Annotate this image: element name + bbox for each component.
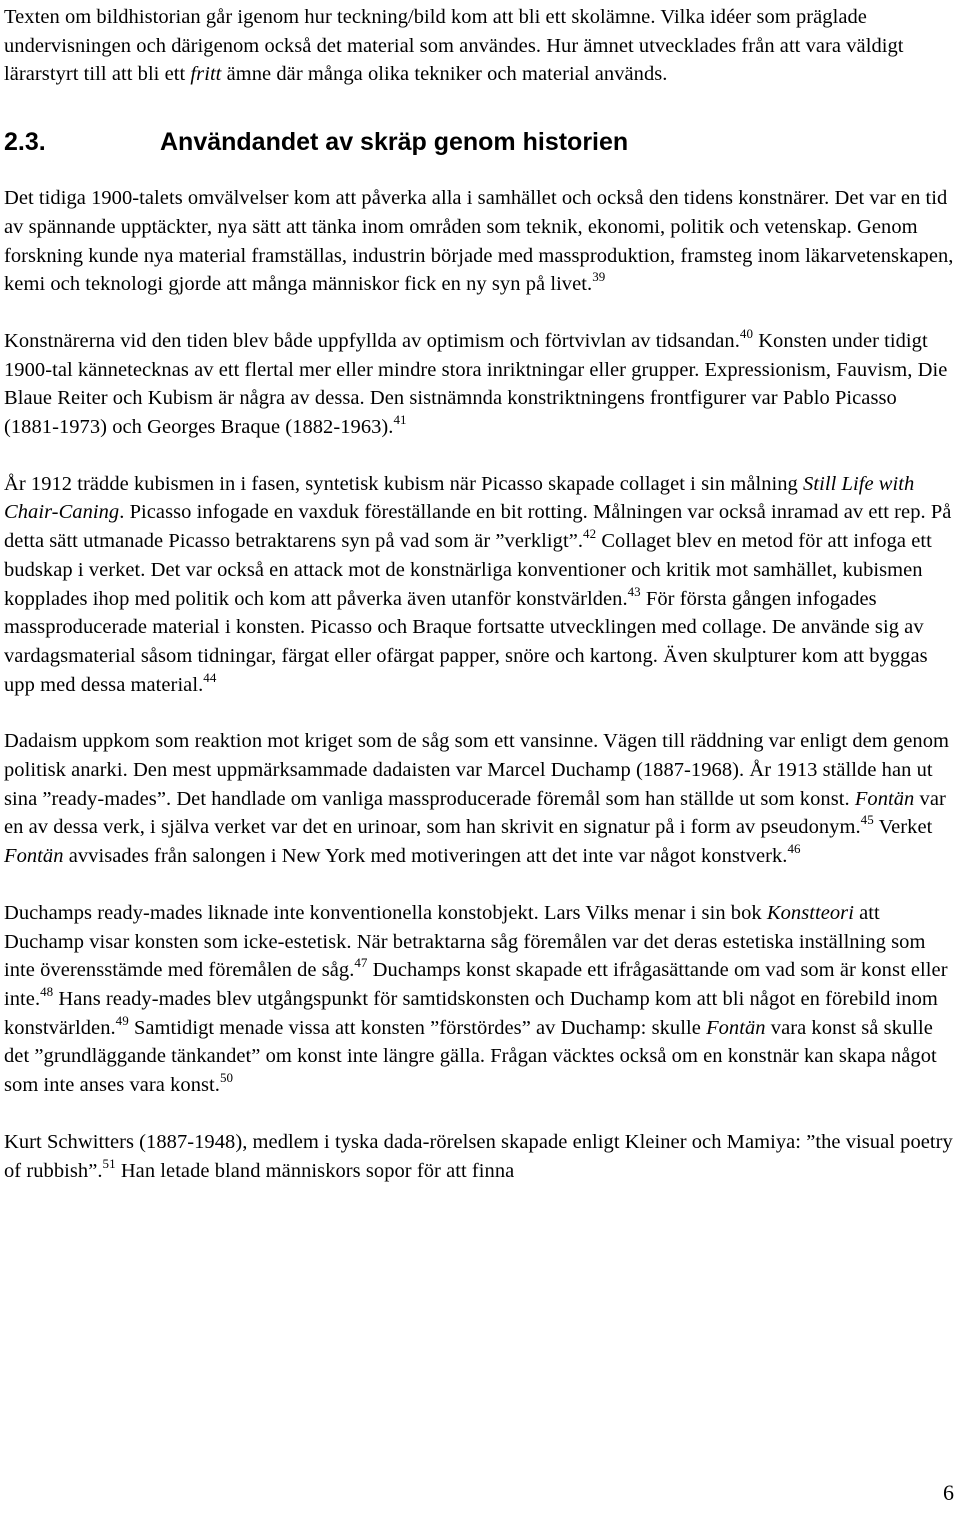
text: var en av dessa verk, i själva verket var det en urinoar, som han skrivit en signatur på i form av pseudonym. (4, 787, 946, 839)
text: Kurt Schwitters (1887-1948), medlem i tyska dada-rörelsen skapade enligt Kleiner och Mamiya: ”the visual poetry of rubbish”. (4, 1130, 953, 1182)
text: att Duchamp visar konsten som icke-estetisk. När betraktarna såg föremålen var det deras estetiska inställning som inte överensstämde med föremålen de såg. (4, 901, 926, 982)
footnote-ref: 40 (739, 325, 754, 341)
footnote-ref: 49 (115, 1012, 129, 1028)
body-paragraph-1 (4, 184, 956, 299)
section-title: Användandet av skräp genom historien (160, 128, 629, 157)
text: Samtidigt menade vissa att konsten ”förstördes” av Duchamp: skulle (128, 1016, 707, 1039)
emphasis: Konstteori (766, 901, 854, 924)
emphasis: Still Life with Chair-Caning (4, 472, 915, 524)
body-paragraph-4 (4, 727, 956, 871)
emphasis: Fontän (706, 1016, 766, 1039)
body-paragraph-6 (4, 1128, 956, 1185)
footnote-ref: 43 (627, 583, 641, 599)
text: Konstnärerna vid den tiden blev både uppfyllda av optimism och förtvivlan av tidsandan. (4, 329, 740, 352)
document-page (4, 0, 956, 1185)
intro-paragraph (4, 3, 956, 89)
footnote-ref: 50 (219, 1070, 234, 1086)
page-number: 6 (943, 1480, 954, 1505)
section-heading (4, 127, 956, 157)
text: Hans ready-mades blev utgångspunkt för samtidskonsten och Duchamp kom att bli något en förebild inom konstvärlden. (4, 987, 938, 1039)
emphasis: fritt (190, 63, 222, 86)
section-number: 2.3. (4, 128, 46, 157)
footnote-ref: 39 (592, 269, 606, 285)
body-paragraph-5 (4, 899, 956, 1100)
text: För första gången infogades massproducerade material i konsten. Picasso och Braque fortsatte utvecklingen med collage. De använde sig av vardagsmaterial såsom tidningar, färgat eller ofärgat papper, snöre och kartong. Även skulpturer kom att byggas upp med dessa material. (4, 587, 928, 696)
text: Dadaism uppkom som reaktion mot kriget som de såg som ett vansinne. Vägen till räddning var enligt dem genom politisk anarki. Den mest uppmärksammade dadaisten var Marcel Duchamp (1887-1968). År 1913 ställde han ut sina ”ready-mades”. Det handlade om vanliga massproducerade föremål som han ställde ut som konst. (4, 730, 950, 810)
text: Collaget blev en metod för att infoga ett budskap i verket. Det var också en attack mot de konstnärliga konventioner och kritik mot samhället, kubismen kopplades ihop med politik och kom att påverka även utanför konstvärlden. (4, 530, 932, 610)
footnote-ref: 41 (393, 412, 407, 428)
text: Verket (873, 816, 933, 839)
footnote-ref: 47 (354, 955, 368, 971)
footnote-ref: 51 (102, 1155, 116, 1171)
footnote-ref: 44 (203, 669, 217, 685)
footnote-ref: 45 (860, 812, 874, 828)
text: Han letade bland människors sopor för att finna (115, 1159, 515, 1182)
emphasis: Fontän (4, 845, 64, 868)
text: . Picasso infogade en vaxduk föreställande en bit rotting. Målningen var också inramad av ett rep. På detta sätt utmanade Picasso betraktarens syn på vad som är ”verkligt”. (4, 501, 952, 553)
text: vara konst så skulle det ”grundläggande tänkandet” om konst inte längre gälla. Frågan väcktes också om en konstnär kan skapa något som inte anses vara konst. (4, 1016, 937, 1097)
text: avvisades från salongen i New York med motiveringen att det inte var något konstverk. (63, 845, 788, 868)
text: År 1912 trädde kubismen in i fasen, syntetisk kubism när Picasso skapade collaget i sin målning (4, 472, 804, 495)
footnote-ref: 46 (787, 841, 801, 857)
footnote-ref: 48 (40, 983, 54, 999)
text: Texten om bildhistorian går igenom hur teckning/bild kom att bli ett skolämne. Vilka idéer som präglade undervisningen och därigenom också det material som användes. Hur ämnet utvecklades från att vara väldigt lärarstyrt till att bli ett (4, 6, 904, 86)
body-paragraph-3 (4, 470, 956, 700)
footnote-ref: 42 (583, 526, 597, 542)
text: Konsten under tidigt 1900-tal kännetecknas av ett flertal mer eller mindre stora inriktningar eller grupper. Expressionism, Fauvism, Die Blaue Reiter och Kubism är några av dessa. Den sistnämnda konstriktningens frontfigurer var Pablo Picasso (1881-1973) och Georges Braque (1882-1963). (4, 329, 948, 439)
emphasis: Fontän (854, 787, 915, 810)
text: Duchamps konst skapade ett ifrågasättande om vad som är konst eller inte. (4, 959, 948, 1010)
text: Duchamps ready-mades liknade inte konventionella konstobjekt. Lars Vilks menar i sin bok (4, 901, 767, 924)
body-paragraph-2 (4, 327, 956, 442)
text: ämne där många olika tekniker och material används. (221, 63, 668, 86)
text: Det tidiga 1900-talets omvälvelser kom att påverka alla i samhället och också den tidens konstnärer. Det var en tid av spännande upptäckter, nya sätt att tänka inom områden som teknik, ekonomi, politik och vetenskap. Genom forskning kunde nya material framställas, industrin började med massproduktion, framsteg inom läkarvetenskapen, kemi och teknologi gjorde att många människor fick en ny syn på livet. (4, 187, 954, 296)
